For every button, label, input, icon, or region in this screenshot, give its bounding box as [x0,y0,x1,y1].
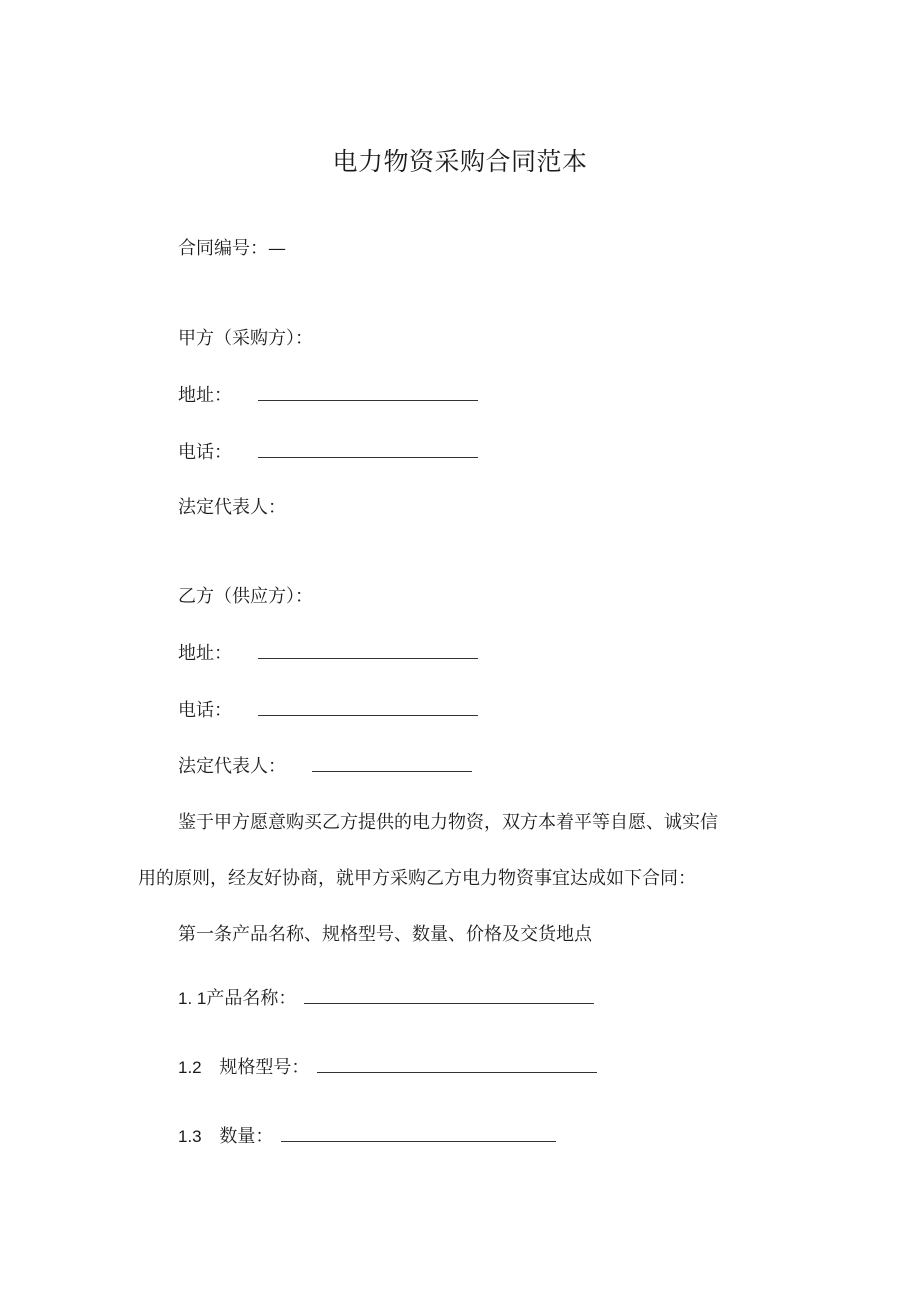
party-a-rep-label: 法定代表人： [178,497,286,518]
party-b-rep-row [178,753,472,780]
party-b-address-blank[interactable] [258,640,478,659]
item-label: 规格型号： [219,1057,310,1078]
item-row-1-2 [178,1054,597,1081]
product-name-blank[interactable] [304,985,594,1004]
party-a-address-row [178,382,478,409]
party-b-address-row [178,640,478,667]
party-a-phone-label: 电话： [178,442,232,463]
party-a-phone-blank[interactable] [258,439,478,458]
party-b-phone-row [178,697,478,724]
party-a-heading: 甲方（采购方）： [178,328,313,349]
party-b-address-label: 地址： [178,643,232,664]
item-label: 产品名称： [206,988,297,1009]
party-a-address-blank[interactable] [258,382,478,401]
item-label: 数量： [219,1126,274,1147]
quantity-blank[interactable] [281,1123,556,1142]
item-number: 1.2 [178,1058,202,1077]
item-row-1-3 [178,1123,556,1150]
preamble-line-1: 鉴于甲方愿意购买乙方提供的电力物资，双方本着平等自愿、诚实信 [178,812,718,833]
party-a-phone-row [178,439,478,466]
document-title: 电力物资采购合同范本 [332,147,588,176]
preamble-line-2: 用的原则，经友好协商，就甲方采购乙方电力物资事宜达成如下合同： [138,868,696,889]
item-number: 1. 1 [178,989,207,1008]
item-number: 1.3 [178,1127,202,1146]
party-a-address-label: 地址： [178,385,232,406]
party-b-phone-label: 电话： [178,700,232,721]
item-row-1-1 [178,985,594,1012]
spec-model-blank[interactable] [317,1054,597,1073]
party-b-rep-label: 法定代表人： [178,756,286,777]
contract-number: 合同编号：— [178,238,286,259]
article-1-heading: 第一条产品名称、规格型号、数量、价格及交货地点 [178,924,592,945]
party-b-heading: 乙方（供应方）： [178,586,313,607]
party-b-phone-blank[interactable] [258,697,478,716]
party-b-rep-blank[interactable] [312,753,472,772]
